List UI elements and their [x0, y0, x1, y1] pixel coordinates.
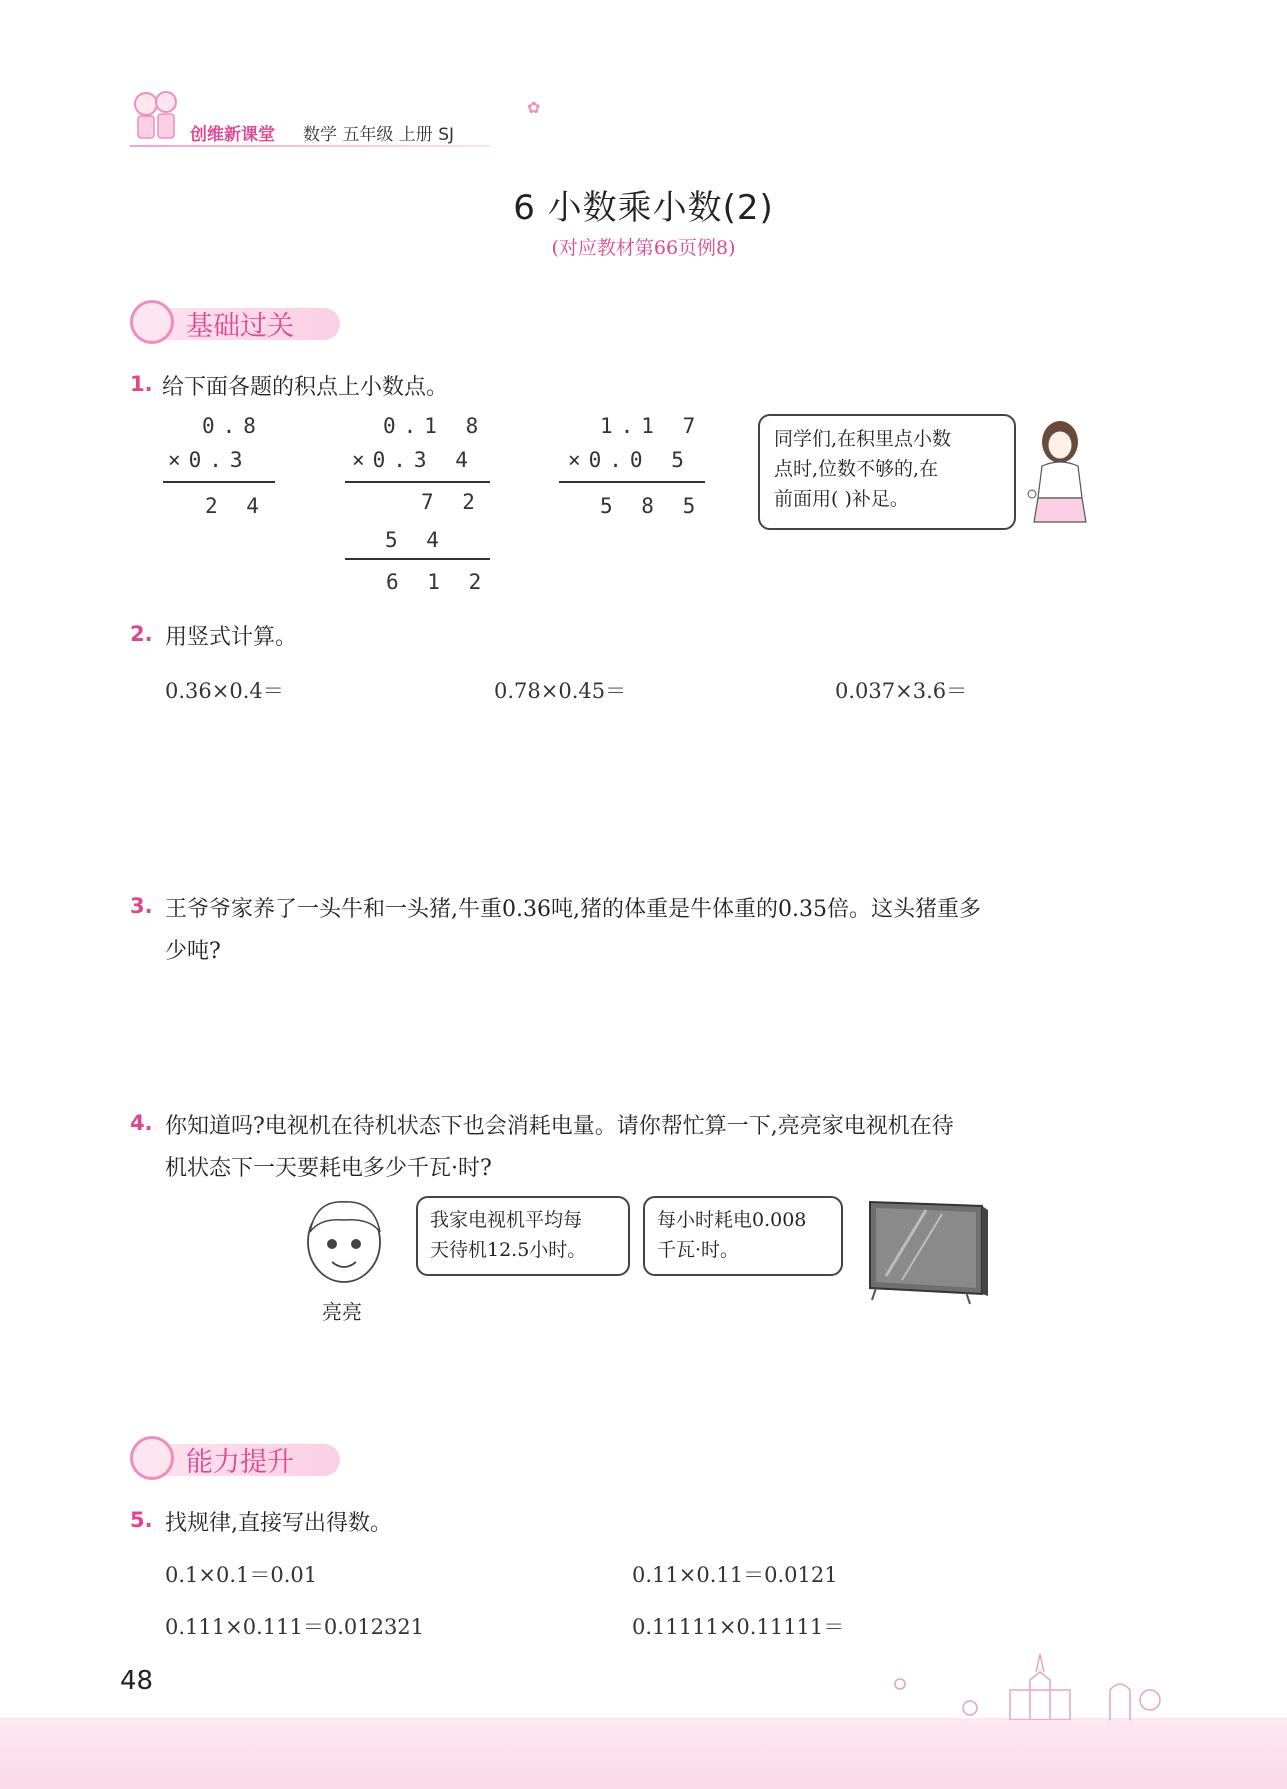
question-number-4: 4. — [130, 1111, 153, 1135]
section-title-basic: 基础过关 — [186, 311, 294, 342]
q1a-product: 2 4 — [205, 494, 267, 518]
butterfly-icon: ✿ — [527, 98, 541, 117]
boy-name-label: 亮亮 — [322, 1300, 362, 1324]
tv-bubble-line-2: 千瓦·时。 — [657, 1239, 740, 1261]
section-banner-advanced — [130, 1436, 350, 1480]
teacher-hint-bubble — [758, 414, 1016, 530]
q1a-multiplier: ×0.3 — [168, 448, 251, 472]
q1a-multiplicand: 0.8 — [202, 414, 264, 438]
brand-name: 创维新课堂 — [190, 125, 275, 145]
q5-expression-3: 0.111×0.111＝0.012321 — [165, 1615, 425, 1639]
q2-expression-1: 0.36×0.4＝ — [165, 679, 284, 703]
hint-line-1: 同学们,在积里点小数 — [774, 428, 952, 450]
boy-bubble-line-1: 我家电视机平均每 — [430, 1209, 583, 1231]
q1b-multiplier: ×0.3 4 — [352, 448, 476, 472]
header-subject-line: 数学 五年级 上册 SJ — [303, 125, 455, 145]
question-number-2: 2. — [130, 622, 153, 646]
question-text-4-line-2: 机状态下一天要耗电多少千瓦·时? — [165, 1156, 492, 1181]
boy-liangliang-illustration — [300, 1192, 390, 1292]
question-text-2: 用竖式计算。 — [165, 625, 298, 650]
hint-line-3: 前面用( )补足。 — [774, 488, 909, 510]
q5-expression-2: 0.11×0.11＝0.0121 — [632, 1563, 838, 1587]
question-text-4-line-1: 你知道吗?电视机在待机状态下也会消耗电量。请你帮忙算一下,亮亮家电视机在待 — [165, 1114, 954, 1139]
q1b-partial-1: 7 2 — [421, 490, 483, 514]
girl-face-icon — [130, 1436, 174, 1480]
q1a-rule — [163, 481, 275, 483]
question-number-3: 3. — [130, 894, 153, 918]
page-subtitle: (对应教材第66页例8) — [551, 237, 736, 259]
section-title-advanced: 能力提升 — [186, 1447, 294, 1478]
page-title: 6 小数乘小数(2) — [513, 188, 774, 228]
castle-decoration-icon — [880, 1650, 1170, 1720]
question-text-5: 找规律,直接写出得数。 — [165, 1511, 392, 1536]
question-number-5: 5. — [130, 1508, 153, 1532]
page-number: 48 — [120, 1666, 154, 1696]
q1c-product: 5 8 5 — [600, 494, 704, 518]
tv-speech-bubble — [643, 1196, 843, 1276]
footer-band — [0, 1718, 1287, 1789]
q1b-rule-2 — [345, 558, 490, 560]
q5-expression-4: 0.11111×0.11111＝ — [632, 1615, 845, 1639]
header-logo-kids — [128, 88, 184, 146]
question-text-1: 给下面各题的积点上小数点。 — [162, 375, 449, 400]
q1b-multiplicand: 0.1 8 — [383, 414, 487, 438]
question-text-3-line-2: 少吨? — [165, 939, 221, 964]
q1c-multiplicand: 1.1 7 — [600, 414, 704, 438]
television-icon — [866, 1196, 990, 1308]
header-divider — [130, 145, 490, 147]
q1b-product: 6 1 2 — [386, 570, 490, 594]
q1b-rule-1 — [345, 481, 490, 483]
question-number-1: 1. — [130, 372, 153, 396]
q5-expression-1: 0.1×0.1＝0.01 — [165, 1563, 318, 1587]
girl-face-icon — [130, 300, 174, 344]
question-text-3-line-1: 王爷爷家养了一头牛和一头猪,牛重0.36吨,猪的体重是牛体重的0.35倍。这头猪重多 — [165, 897, 981, 922]
boy-bubble-line-2: 天待机12.5小时。 — [430, 1239, 587, 1261]
tv-bubble-line-1: 每小时耗电0.008 — [657, 1209, 807, 1231]
q1c-multiplier: ×0.0 5 — [568, 448, 692, 472]
hint-line-2: 点时,位数不够的,在 — [774, 458, 939, 480]
teacher-illustration — [1020, 418, 1100, 526]
boy-speech-bubble — [416, 1196, 630, 1276]
q2-expression-2: 0.78×0.45＝ — [494, 679, 627, 703]
q2-expression-3: 0.037×3.6＝ — [835, 679, 968, 703]
q1c-rule — [559, 481, 705, 483]
q1b-partial-2: 5 4 — [385, 528, 447, 552]
section-banner-basic — [130, 300, 350, 344]
